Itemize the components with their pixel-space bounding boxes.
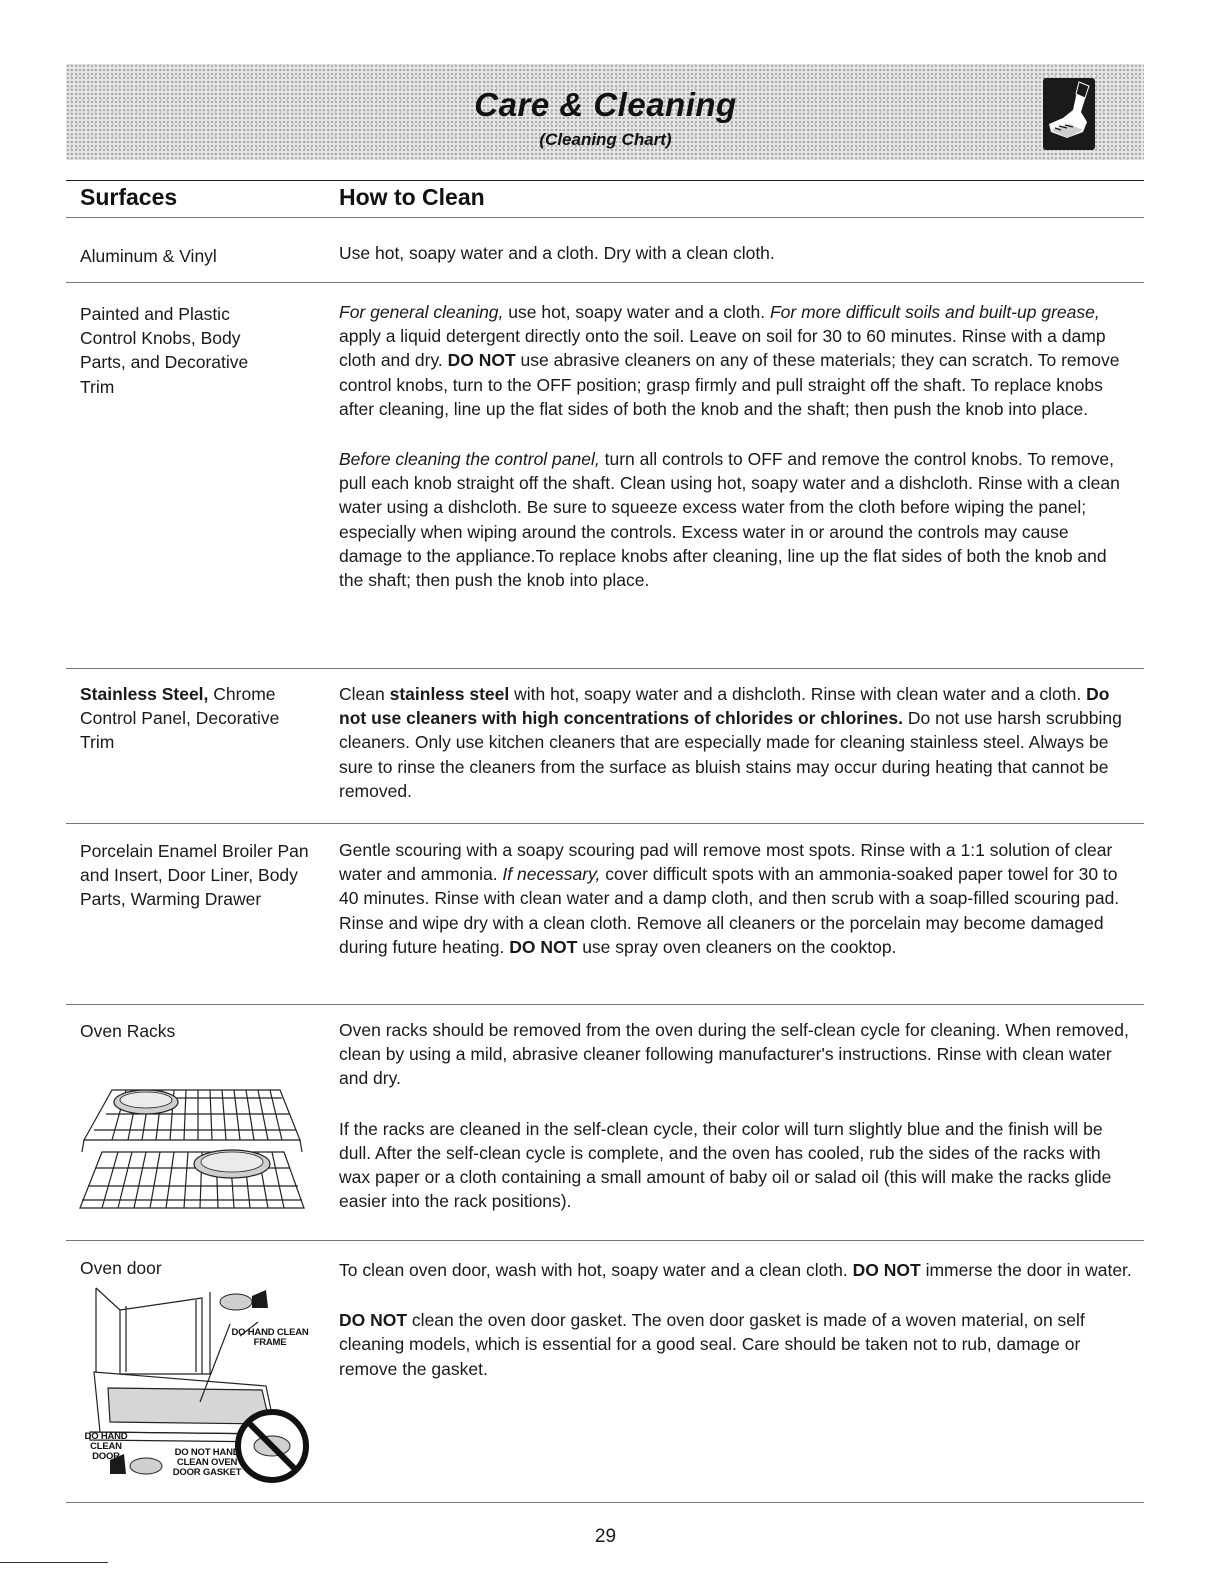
body-text: Chrome Control Panel, Decorative Trim	[80, 684, 280, 753]
emphasis-text: DO NOT	[852, 1260, 921, 1280]
italic-text: For more difficult soils and built-up grease,	[769, 302, 1100, 322]
door-frame-label: DO HAND CLEAN FRAME	[231, 1327, 309, 1348]
row-divider	[66, 1240, 1144, 1241]
instruction-paragraph	[339, 1117, 1135, 1214]
instruction-paragraph	[339, 241, 1135, 265]
body-text: cover difficult spots with an ammonia-soaked paper towel for 30 to 40 minutes. Rinse with clean water and a damp cloth, and then scrub with a soap-filled scouring pad. Rinse and wipe dry with a clean cloth. Remove all cleaners or the porcelain may become damaged during future heating.	[339, 864, 1120, 957]
body-text: clean the oven door gasket. The oven door gasket is made of a woven material, on self cleaning models, which is essential for a good seal. Care should be taken not to rub, damage or remove the gasket.	[339, 1310, 1085, 1379]
instruction-paragraph	[339, 682, 1135, 803]
emphasis-text: DO NOT	[339, 1310, 408, 1331]
body-text: Clean	[339, 684, 390, 704]
italic-text: If necessary,	[502, 864, 601, 885]
instruction-paragraph	[339, 1258, 1135, 1282]
emphasis-text: DO NOT	[509, 936, 578, 957]
door-clean-label: DO HAND CLEAN DOOR	[84, 1431, 128, 1462]
surface-aluminum-vinyl: Aluminum & Vinyl	[80, 246, 217, 266]
emphasis-text: Stainless Steel,	[80, 684, 209, 704]
table-top-rule	[66, 180, 1144, 181]
body-text: apply a liquid detergent directly onto the soil. Leave on soil for 30 to 60 minutes. Rinse with a damp cloth and dry.	[339, 326, 1106, 371]
surface-stainless-steel	[80, 682, 316, 755]
emphasis-text: Do not use cleaners with high concentrations of chlorides or chlorines.	[339, 684, 1110, 729]
italic-text: For general cleaning,	[339, 302, 504, 322]
body-text: Oven racks should be removed from the oven during the self-clean cycle for cleaning. When removed, clean by using a mild, abrasive cleaner following manufacturer's instructions. Rinse with clean water and dry.	[339, 1020, 1129, 1089]
column-header-how-to-clean: How to Clean	[339, 184, 485, 210]
surface-painted-plastic: Painted and Plastic Control Knobs, Body Parts, and Decorative Trim	[80, 304, 249, 397]
instruction-paragraph	[339, 838, 1135, 959]
row-divider	[66, 1004, 1144, 1005]
emphasis-text: stainless steel	[389, 684, 510, 704]
row-divider	[66, 282, 1144, 283]
row-divider	[66, 668, 1144, 669]
body-text: Gentle scouring with a soapy scouring pad will remove most spots. Rinse with a 1:1 solution of clear water and ammonia.	[339, 840, 1113, 885]
body-text: To clean oven door, wash with hot, soapy water and a clean cloth.	[339, 1260, 853, 1280]
emphasis-text: DO NOT	[447, 350, 516, 371]
howto-oven-door	[339, 1258, 1135, 1381]
oven-racks-illustration	[72, 1076, 312, 1218]
body-text: turn all controls to OFF and remove the control knobs. To remove, pull each knob straight off the shaft. Clean using hot, soapy water and a dishcloth. Rinse with a clean water using a dishcloth. Be sure to squeeze excess water from the cloth before wiping the panel; especially when wiping around the controls. Excess water in or around the controls may cause damage to the appliance.To replace knobs after cleaning, line up the flat sides of both the knob and the shaft; then push the knob into place.	[339, 449, 1120, 591]
page-number: 29	[594, 1526, 617, 1547]
body-text: use spray oven cleaners on the cooktop.	[577, 936, 897, 957]
surface-porcelain-enamel: Porcelain Enamel Broiler Pan and Insert, Door Liner, Body Parts, Warming Drawer	[80, 841, 309, 910]
howto-oven-racks	[339, 1018, 1135, 1213]
door-gasket-label: DO NOT HAND CLEAN OVEN DOOR GASKET	[172, 1447, 242, 1478]
page-subtitle: (Cleaning Chart)	[539, 130, 672, 149]
page-title: Care & Cleaning	[474, 86, 737, 123]
body-text: use abrasive cleaners on any of these materials; they can scratch. To remove control knobs, turn to the OFF position; grasp firmly and pull straight off the shaft. To replace knobs after cleaning, line up the flat sides of both the knob and the shaft; then push the knob into place.	[339, 350, 1120, 419]
instruction-paragraph	[339, 1018, 1135, 1091]
howto-aluminum-vinyl	[339, 241, 1135, 265]
instruction-paragraph	[339, 1308, 1135, 1381]
surface-oven-racks: Oven Racks	[80, 1021, 176, 1041]
table-bottom-rule	[66, 1502, 1144, 1503]
body-text: with hot, soapy water and a dishcloth. Rinse with clean water and a cloth.	[509, 684, 1087, 704]
cleaning-hand-icon	[1043, 78, 1095, 150]
row-divider	[66, 823, 1144, 824]
instruction-paragraph	[339, 447, 1135, 592]
body-text: immerse the door in water.	[920, 1260, 1132, 1280]
body-text: If the racks are cleaned in the self-clean cycle, their color will turn slightly blue and the finish will be dull. After the self-clean cycle is complete, and the oven has cooled, rub the sides of the racks with wax paper or a cloth containing a small amount of baby oil or salad oil (this will make the racks glide easier into the rack positions).	[339, 1118, 1112, 1212]
body-text: Use hot, soapy water and a cloth. Dry with a clean cloth.	[339, 243, 775, 263]
corner-rule	[0, 1562, 108, 1563]
body-text: use hot, soapy water and a cloth.	[503, 302, 770, 322]
instruction-paragraph	[339, 300, 1135, 421]
surface-oven-door: Oven door	[80, 1258, 162, 1278]
italic-text: Before cleaning the control panel,	[339, 449, 600, 470]
howto-porcelain-enamel	[339, 838, 1135, 959]
body-text: Do not use harsh scrubbing cleaners. Only use kitchen cleaners that are especially made for cleaning stainless steel. Always be sure to rinse the cleaners from the surface as bluish stains may occur during heating that cannot be removed.	[339, 708, 1122, 801]
howto-painted-plastic	[339, 300, 1135, 592]
howto-stainless-steel	[339, 682, 1135, 803]
column-header-surfaces: Surfaces	[80, 184, 178, 210]
header-divider	[66, 217, 1144, 218]
